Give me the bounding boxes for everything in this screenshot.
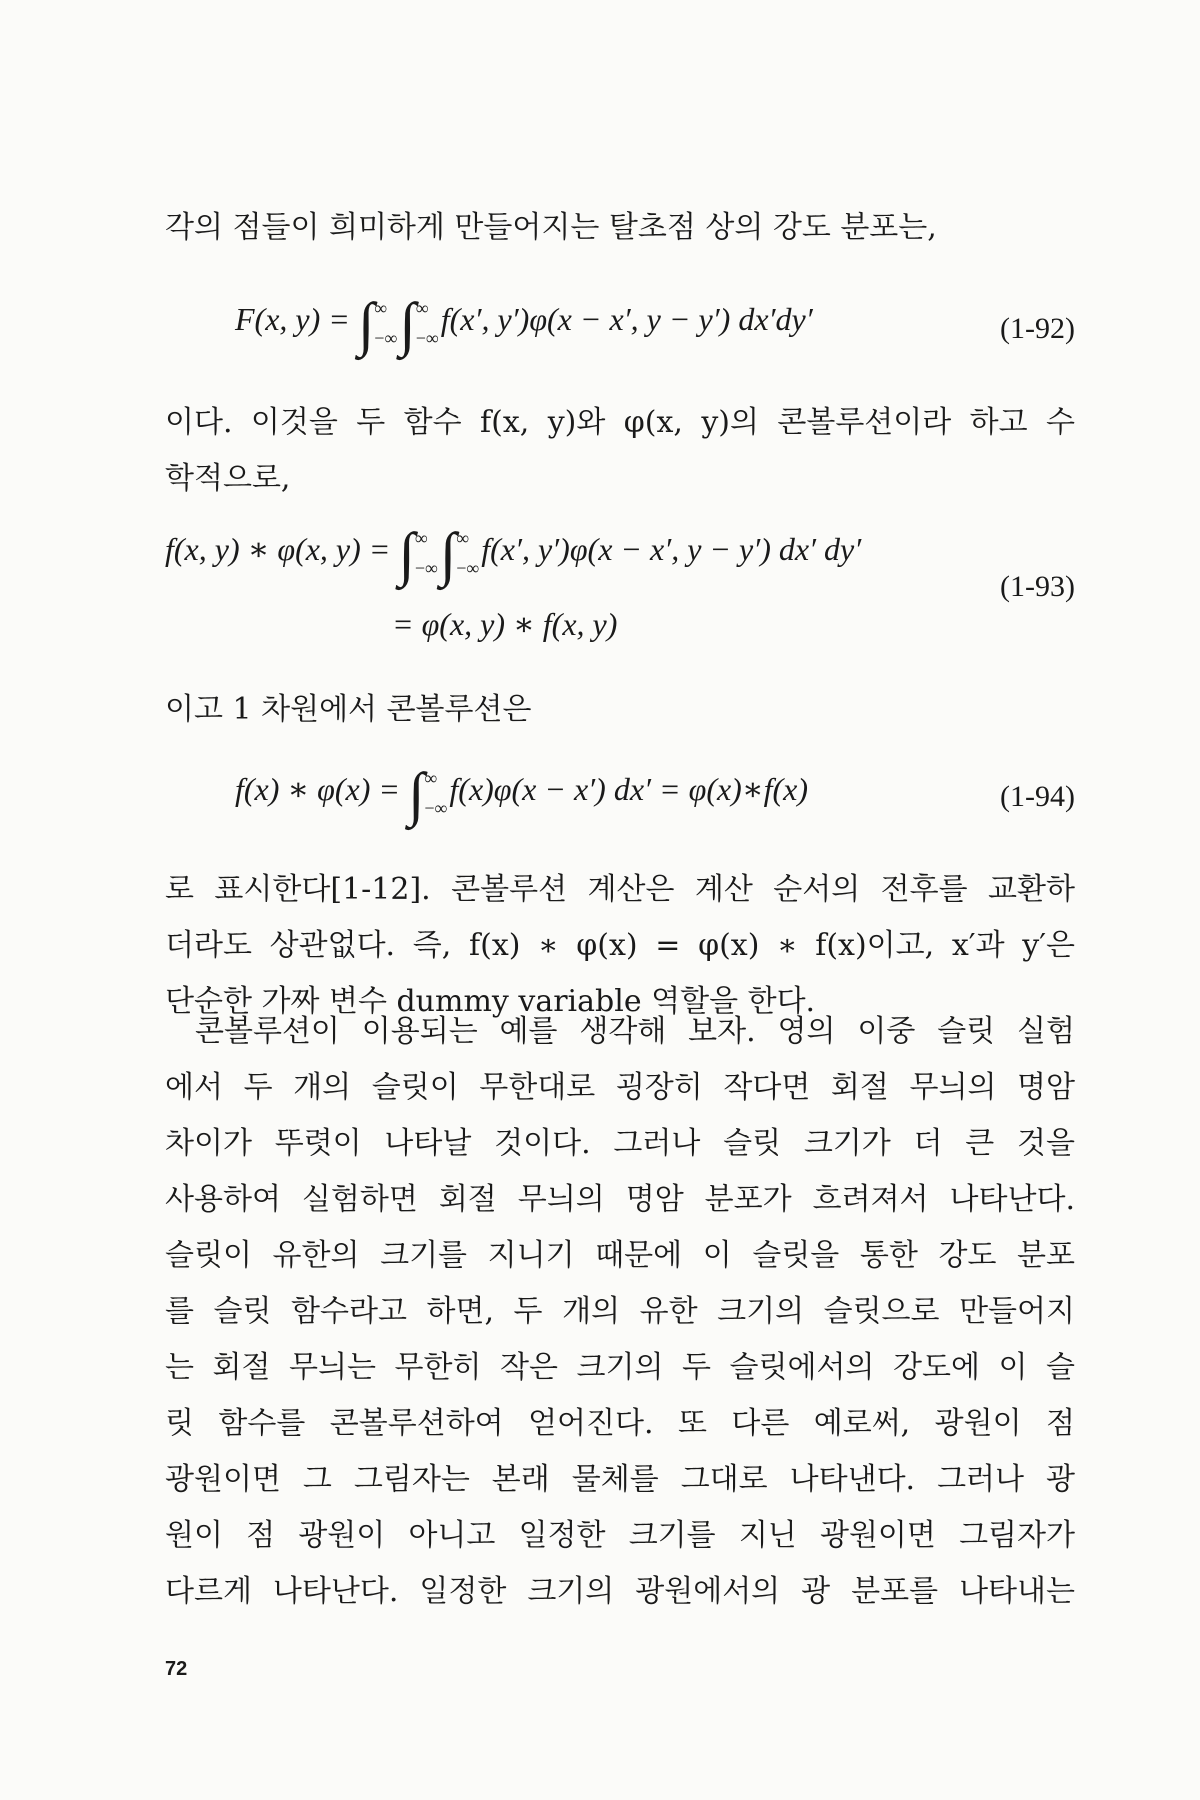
text-line: 콘볼루션이 이용되는 예를 생각해 보자. 영의 이중 슬릿 실험 — [195, 1014, 1075, 1049]
text-line: 원이 점 광원이 아니고 일정한 크기를 지닌 광원이면 그림자가 — [165, 1518, 1075, 1553]
equation-number-1-94: (1-94) — [1000, 780, 1075, 813]
eq-1-92-lhs: F(x, y) = — [235, 301, 358, 337]
equation-number-1-92: (1-92) — [1000, 312, 1075, 345]
text-line: 로 표시한다[1-12]. 콘볼루션 계산은 계산 순서의 전후를 교환하 — [165, 872, 1075, 907]
text-line: 릿 함수를 콘볼루션하여 얻어진다. 또 다른 예로써, 광원이 점 — [165, 1406, 1075, 1441]
integral-limits: ∞ −∞ — [456, 527, 480, 578]
text-line: 슬릿이 유한의 크기를 지니기 때문에 이 슬릿을 통한 강도 분포 — [165, 1238, 1075, 1273]
text-line: 광원이면 그 그림자는 본래 물체를 그대로 나타낸다. 그러나 광 — [165, 1462, 1075, 1497]
equation-1-92 — [235, 290, 813, 359]
integral-limits: ∞ −∞ — [415, 297, 439, 348]
integral-limits: ∞ −∞ — [424, 767, 448, 818]
text-line: 차이가 뚜렷이 나타날 것이다. 그러나 슬릿 크기가 더 큰 것을 — [165, 1126, 1075, 1161]
integral-sign: ∫ — [357, 291, 375, 357]
text-line: 더라도 상관없다. 즉, f(x) ∗ φ(x) = φ(x) ∗ f(x)이고, x′과 y′은 — [165, 928, 1075, 963]
equation-1-93-line1 — [165, 520, 861, 589]
text-line: 이고 1 차원에서 콘볼루션은 — [165, 692, 532, 727]
eq-1-93-lhs: f(x, y) ∗ φ(x, y) = — [165, 531, 399, 567]
text-line: 단순한 가짜 변수 dummy variable 역할을 한다. — [165, 984, 816, 1019]
equation-number-1-93: (1-93) — [1000, 570, 1075, 603]
text-line: 를 슬릿 함수라고 하면, 두 개의 유한 크기의 슬릿으로 만들어지 — [165, 1294, 1075, 1329]
paragraph-after-1-92 — [165, 395, 1075, 507]
intro-paragraph — [165, 200, 1075, 256]
main-paragraph — [165, 1004, 1075, 1620]
eq-1-94-integrand: f(x)φ(x − x′) dx′ = φ(x)∗f(x) — [449, 771, 808, 807]
eq-1-94-lhs: f(x) ∗ φ(x) = — [235, 771, 408, 807]
text-line: 이다. 이것을 두 함수 f(x, y)와 φ(x, y)의 콘볼루션이라 하고 수 — [165, 405, 1075, 440]
eq-1-92-integrand: f(x′, y′)φ(x − x′, y − y′) dx′dy′ — [440, 301, 813, 337]
intro-line: 각의 점들이 희미하게 만들어지는 탈초점 상의 강도 분포는, — [165, 210, 937, 245]
integral-sign: ∫ — [407, 761, 425, 827]
equation-1-93-line2: = φ(x, y) ∗ f(x, y) — [392, 606, 618, 642]
integral-sign: ∫ — [439, 521, 457, 587]
text-line: 는 회절 무늬는 무한히 작은 크기의 두 슬릿에서의 강도에 이 슬 — [165, 1350, 1075, 1385]
eq-1-93-integrand: f(x′, y′)φ(x − x′, y − y′) dx′ dy′ — [481, 531, 862, 567]
text-line: 다르게 나타난다. 일정한 크기의 광원에서의 광 분포를 나타내는 — [165, 1574, 1075, 1609]
page-number: 72 — [165, 1658, 188, 1680]
text-line: 사용하여 실험하면 회절 무늬의 명암 분포가 흐려져서 나타난다. — [165, 1182, 1075, 1217]
paragraph-after-1-93 — [165, 682, 1075, 738]
integral-sign: ∫ — [398, 521, 415, 587]
integral-sign: ∫ — [399, 291, 416, 357]
text-line: 에서 두 개의 슬릿이 무한대로 굉장히 작다면 회절 무늬의 명암 — [165, 1070, 1075, 1105]
equation-1-94 — [235, 760, 808, 829]
text-line: 학적으로, — [165, 461, 291, 496]
integral-limits: ∞ −∞ — [374, 297, 398, 348]
integral-limits: ∞ −∞ — [414, 527, 438, 578]
